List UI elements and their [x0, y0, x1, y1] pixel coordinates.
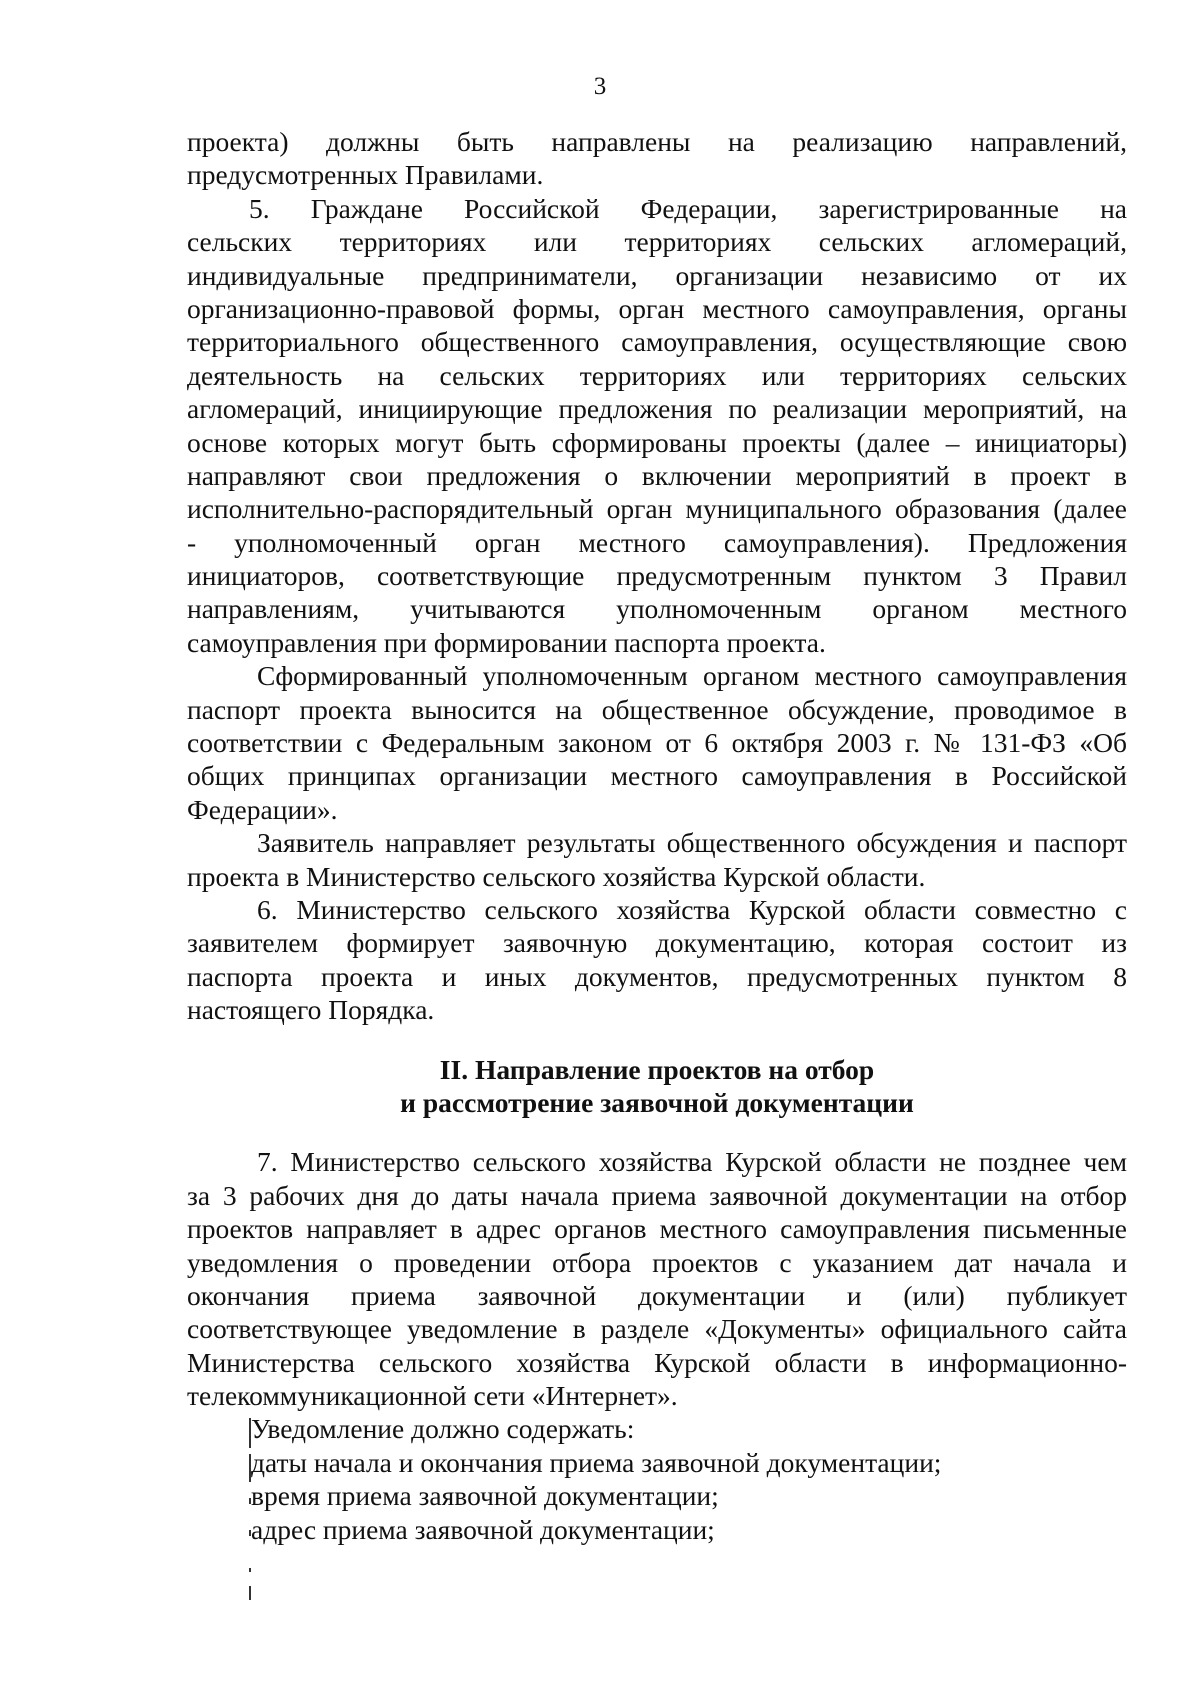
text-line: проекта в Министерство сельского хозяйства Курской области.	[187, 860, 926, 892]
list-item: адрес приема заявочной документации;	[251, 1513, 715, 1545]
document-body	[187, 125, 1127, 1546]
text-line: уведомления о проведении отбора проектов с указанием дат начала и	[187, 1246, 1127, 1278]
text-line: организационно-правовой формы, орган местного самоуправления, органы	[187, 292, 1127, 324]
scan-mark	[249, 1454, 251, 1482]
scan-mark	[249, 1498, 251, 1504]
scan-mark	[249, 1530, 251, 1536]
paragraph-applicant	[187, 826, 1127, 893]
notice-list	[187, 1412, 1127, 1546]
text-line: - уполномоченный орган местного самоуправления). Предложения	[187, 526, 1127, 558]
text-line: соответствии с Федеральным законом от 6 октября 2003 г. № 131-ФЗ «Об	[187, 727, 1127, 759]
text-line: заявителем формирует заявочную документацию, которая состоит из	[187, 927, 1127, 959]
spacer	[187, 1119, 1127, 1145]
text-line: инициаторов, соответствующие предусмотренным пунктом 3 Правил	[187, 560, 1127, 592]
text-line: настоящего Порядка.	[187, 994, 435, 1026]
text-line: направлениям, учитываются уполномоченным органом местного	[187, 593, 1127, 625]
text-line: самоуправления при формировании паспорта проекта.	[187, 626, 826, 658]
text-line: деятельность на сельских территориях или территориях сельских	[187, 359, 1127, 391]
text-line: сельских территориях или территориях сельских агломераций,	[187, 226, 1127, 258]
section-heading	[187, 1053, 1127, 1120]
text-line: 5. Граждане Российской Федерации, зарегистрированные на	[249, 192, 1127, 224]
text-line: проектов направляет в адрес органов местного самоуправления письменные	[187, 1213, 1127, 1245]
list-item: даты начала и окончания приема заявочной документации;	[251, 1446, 942, 1478]
section-title-line-1: II. Направление проектов на отбор	[439, 1053, 875, 1085]
text-line: основе которых могут быть сформированы проекты (далее – инициаторы)	[187, 426, 1127, 458]
list-item: время приема заявочной документации;	[251, 1480, 719, 1512]
text-line: Заявитель направляет результаты общественного обсуждения и паспорт	[257, 827, 1127, 859]
text-line: Министерства сельского хозяйства Курской области в информационно-	[187, 1346, 1127, 1378]
spacer	[187, 1027, 1127, 1053]
text-line: телекоммуникационной сети «Интернет».	[187, 1380, 678, 1412]
scan-margin-marks	[249, 1418, 253, 1618]
text-line: окончания приема заявочной документации и (или) публикует	[187, 1279, 1127, 1311]
text-line: направляют свои предложения о включении мероприятий в проект в	[187, 459, 1127, 491]
text-line: соответствующее уведомление в разделе «Документы» официального сайта	[187, 1313, 1127, 1345]
text-line: территориального общественного самоуправления, осуществляющие свою	[187, 326, 1127, 358]
page-number: 3	[593, 73, 607, 100]
text-line: исполнительно-распорядительный орган муниципального образования (далее	[187, 493, 1127, 525]
text-line: общих принципах организации местного самоуправления в Российской	[187, 760, 1127, 792]
scan-mark	[249, 1418, 251, 1448]
section-title-line-2: и рассмотрение заявочной документации	[400, 1086, 914, 1118]
paragraph-6	[187, 893, 1127, 1027]
text-line: паспорта проекта и иных документов, предусмотренных пунктом 8	[187, 960, 1127, 992]
paragraph-continuation	[187, 125, 1127, 192]
text-line: предусмотренных Правилами.	[187, 159, 544, 191]
text-line: за 3 рабочих дня до даты начала приема заявочной документации на отбор	[187, 1179, 1127, 1211]
text-line: индивидуальные предприниматели, организации независимо от их	[187, 259, 1127, 291]
text-line: Федерации».	[187, 793, 338, 825]
notice-intro: Уведомление должно содержать:	[251, 1413, 635, 1445]
text-line: паспорт проекта выносится на общественное обсуждение, проводимое в	[187, 693, 1127, 725]
paragraph-5	[187, 192, 1127, 659]
paragraph-7	[187, 1145, 1127, 1412]
text-line: агломераций, инициирующие предложения по реализации мероприятий, на	[187, 393, 1127, 425]
text-line: Сформированный уполномоченным органом местного самоуправления	[257, 660, 1127, 692]
text-line: 7. Министерство сельского хозяйства Курской области не позднее чем	[257, 1146, 1127, 1178]
paragraph-passport	[187, 659, 1127, 826]
scan-mark	[249, 1568, 251, 1572]
text-line: 6. Министерство сельского хозяйства Курской области совместно с	[257, 893, 1127, 925]
text-line: проекта) должны быть направлены на реализацию направлений,	[187, 126, 1127, 157]
scan-mark	[249, 1586, 251, 1600]
